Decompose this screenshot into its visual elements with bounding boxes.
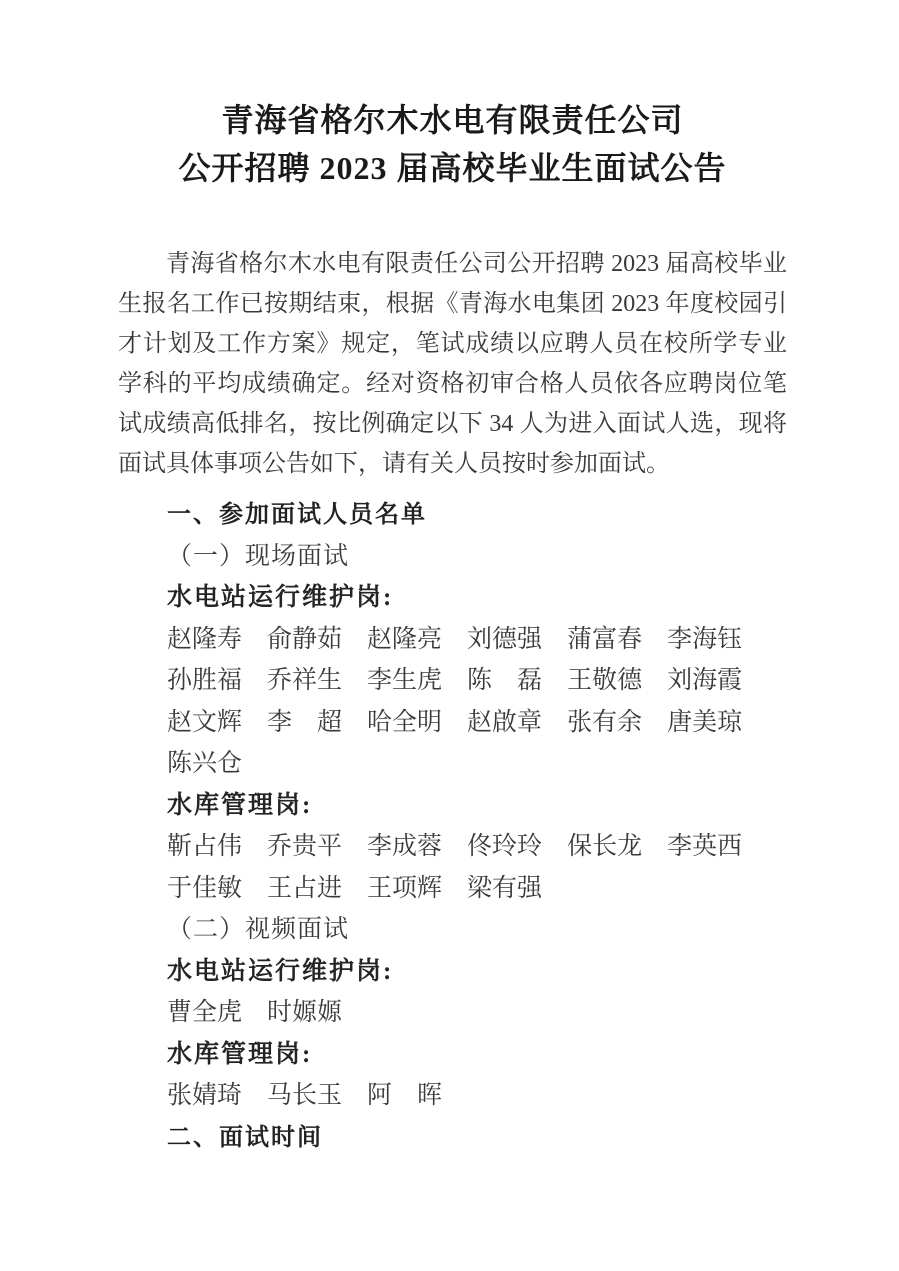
name-row — [167, 743, 787, 785]
person-name: 俞静茹 — [267, 625, 343, 653]
name-row — [167, 868, 787, 910]
person-name: 李成蓉 — [367, 833, 443, 860]
video-subheading: （二）视频面试 — [167, 916, 350, 943]
person-name: 李英西 — [667, 833, 743, 860]
person-name: 王敬德 — [567, 667, 643, 694]
name-row — [167, 992, 787, 1034]
person-name: 哈全明 — [367, 708, 443, 736]
person-name: 乔祥生 — [267, 667, 343, 694]
person-name: 赵隆寿 — [167, 625, 243, 653]
person-name: 时嫄嫄 — [267, 999, 343, 1026]
intro-line: 青海省格尔木水电有限责任公司公开招聘 2023 届高校毕业 — [166, 251, 787, 277]
post-label-reservoir-video: 水库管理岗: — [167, 1040, 313, 1068]
person-name: 王占进 — [267, 874, 343, 902]
title-line-1: 青海省格尔木水电有限责任公司 — [221, 102, 684, 138]
person-name: 李生虎 — [367, 667, 443, 694]
title-line-2: 公开招聘 2023 届高校毕业生面试公告 — [178, 150, 727, 186]
person-name: 靳占伟 — [167, 833, 243, 860]
person-name: 阿 晖 — [367, 1082, 443, 1109]
time-section-heading: 二、面试时间 — [167, 1123, 323, 1151]
onsite-subheading: （一）现场面试 — [167, 542, 350, 570]
person-name: 刘海霞 — [667, 667, 743, 694]
intro-line: 面试具体事项公告如下，请有关人员按时参加面试。 — [118, 451, 670, 477]
roster-section — [118, 494, 787, 1158]
post-label-reservoir-onsite: 水库管理岗: — [167, 791, 313, 819]
name-row — [167, 702, 787, 744]
person-name: 孙胜福 — [167, 667, 243, 694]
person-name: 张有余 — [567, 708, 643, 736]
intro-line: 试成绩高低排名，按比例确定以下 34 人为进入面试人选，现将 — [118, 411, 787, 437]
name-row — [167, 619, 787, 661]
intro-line: 学科的平均成绩确定。经对资格初审合格人员依各应聘岗位笔 — [118, 371, 787, 397]
person-name: 陈 磊 — [467, 667, 543, 694]
person-name: 于佳敏 — [167, 874, 243, 902]
person-name: 佟玲玲 — [467, 833, 543, 860]
name-row — [167, 660, 787, 702]
name-row — [167, 1075, 787, 1117]
person-name: 陈兴仓 — [167, 750, 243, 777]
person-name: 王项辉 — [367, 874, 443, 902]
post-label-hydro-video: 水电站运行维护岗: — [167, 957, 394, 985]
person-name: 赵隆亮 — [367, 625, 443, 653]
name-row — [167, 826, 787, 868]
person-name: 梁有强 — [467, 874, 543, 902]
person-name: 刘德强 — [467, 625, 543, 653]
person-name: 马长玉 — [267, 1082, 343, 1109]
person-name: 张婧琦 — [167, 1082, 243, 1109]
person-name: 蒲富春 — [567, 625, 643, 653]
document-title — [118, 96, 787, 192]
post-label-hydro-onsite: 水电站运行维护岗: — [167, 584, 394, 611]
intro-line: 才计划及工作方案》规定，笔试成绩以应聘人员在校所学专业 — [118, 331, 787, 357]
person-name: 唐美琼 — [667, 708, 743, 736]
person-name: 曹全虎 — [167, 999, 243, 1026]
person-name: 乔贵平 — [267, 833, 343, 860]
person-name: 李海钰 — [667, 625, 743, 653]
person-name: 保长龙 — [567, 833, 643, 860]
person-name: 李 超 — [267, 708, 343, 736]
roster-section-heading: 一、参加面试人员名单 — [167, 501, 427, 528]
person-name: 赵文辉 — [167, 708, 243, 736]
person-name: 赵啟章 — [467, 708, 543, 736]
intro-line: 生报名工作已按期结束，根据《青海水电集团 2023 年度校园引 — [118, 291, 787, 317]
intro-paragraph — [118, 244, 787, 484]
